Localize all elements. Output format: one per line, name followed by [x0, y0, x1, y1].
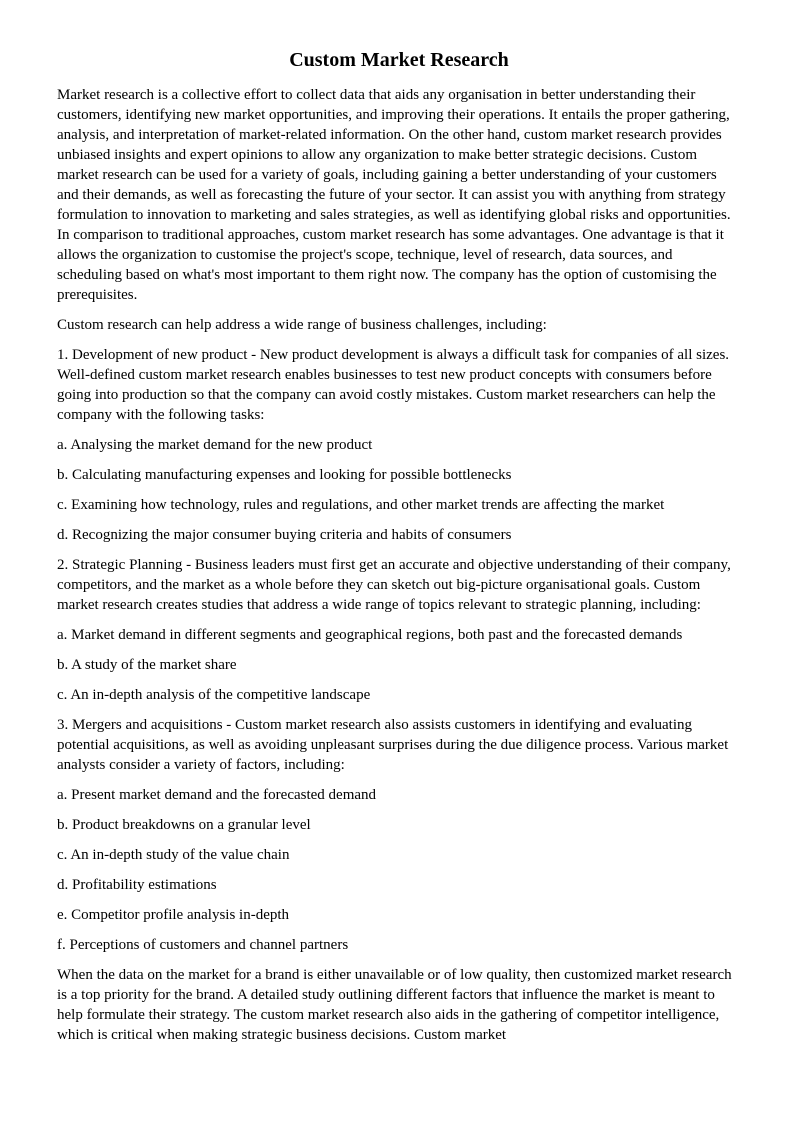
paragraph: d. Profitability estimations [57, 877, 217, 893]
paragraph: b. A study of the market share [57, 657, 237, 673]
paragraph: 2. Strategic Planning - Business leaders must first get an accurate and objective understanding of their company, competitors, and the market as a whole before they can sketch out big-picture organisational goals. Custom market research creates studies that address a wide range of topics relevant to strategic planning, including: [57, 557, 731, 613]
paragraph: Market research is a collective effort to collect data that aids any organisation in better understanding their customers, identifying new market opportunities, and improving their operations. It entails the proper gathering, analysis, and interpretation of market-related information. On the other hand, custom market research provides unbiased insights and expert opinions to allow any organization to make better strategic decisions. Custom market research can be used for a variety of goals, including gaining a better understanding of your customers and their demands, as well as forecasting the future of your sector. It can assist you with anything from strategy formulation to innovation to marketing and sales strategies, as well as identifying global risks and opportunities. In comparison to traditional approaches, custom market research has some advantages. One advantage is that it allows the organization to customise the project's scope, technique, level of research, data sources, and scheduling based on what's most important to them right now. The company has the option of customising the prerequisites. [57, 87, 731, 303]
paragraph: 3. Mergers and acquisitions - Custom market research also assists customers in identifying and evaluating potential acquisitions, as well as avoiding unpleasant surprises during the due diligence process. Various market analysts consider a variety of factors, including: [57, 717, 729, 773]
paragraph: c. An in-depth analysis of the competitive landscape [57, 687, 371, 703]
paragraph: a. Analysing the market demand for the new product [57, 437, 373, 453]
paragraph: d. Recognizing the major consumer buying criteria and habits of consumers [57, 527, 512, 543]
paragraph: c. Examining how technology, rules and regulations, and other market trends are affecting the market [57, 497, 665, 513]
document-page [57, 47, 741, 1055]
paragraph: b. Calculating manufacturing expenses and looking for possible bottlenecks [57, 467, 512, 483]
paragraph: Custom research can help address a wide range of business challenges, including: [57, 317, 547, 333]
paragraph: b. Product breakdowns on a granular level [57, 817, 311, 833]
paragraph: a. Present market demand and the forecasted demand [57, 787, 377, 803]
paragraph: f. Perceptions of customers and channel partners [57, 937, 349, 953]
document-body [57, 85, 741, 1045]
document-title: Custom Market Research [289, 49, 509, 71]
paragraph: a. Market demand in different segments and geographical regions, both past and the forecasted demands [57, 627, 683, 643]
paragraph: When the data on the market for a brand is either unavailable or of low quality, then customized market research is a top priority for the brand. A detailed study outlining different factors that influence the market is meant to help formulate their strategy. The custom market research also aids in the gathering of competitor intelligence, which is critical when making strategic business decisions. Custom market [57, 967, 732, 1043]
paragraph: 1. Development of new product - New product development is always a difficult task for companies of all sizes. Well-defined custom market research enables businesses to test new product concepts with consumers before going into production so that the company can avoid costly mistakes. Custom market researchers can help the company with the following tasks: [57, 347, 730, 423]
paragraph: e. Competitor profile analysis in-depth [57, 907, 290, 923]
paragraph: c. An in-depth study of the value chain [57, 847, 290, 863]
